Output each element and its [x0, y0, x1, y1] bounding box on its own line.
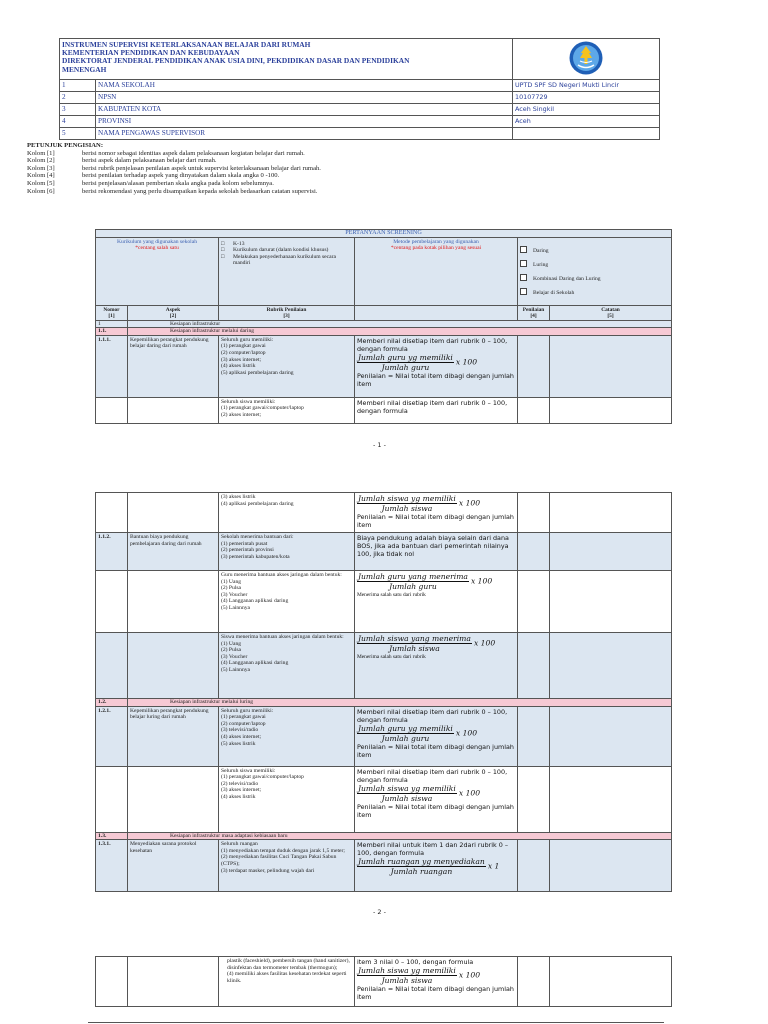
metode-options: Daring Luring Kombinasi Daring dan Luring Belajar di Sekolah [518, 237, 672, 305]
instruction-item: Kolom [1] berisi nomor sebagai identitas aspek dalam pelaksanaan kegiatan belajar dari rumah. [27, 149, 305, 157]
header-row: 2 NPSN 10107729 [60, 92, 660, 104]
page-number: - 2 - [373, 908, 386, 916]
table-row: 1.3.1. Menyediakan sarana protokol kesehatan Seluruh ruangan (1) menyediakan tempat duduk dengan jarak 1,5 meter; (2) menyediakan fasilitas Cuci Tangan Pakai Sabun (CTPS); (3) terdapat masker, pelindung wajah dari Memberi nilai untuk item 1 dan 2dari rubrik 0 – 100, dengan formula $\frac{\text{Jumlah ruangan yg menyediakan}}{\text{Jumlah ruangan}}$ x 1 [96, 840, 672, 892]
instruction-item: Kolom [5] berisi penjelasan/alasan pemberian skala angka pada kolom sebelumnya. [27, 179, 274, 187]
table-row: 1.1.2. Bantuan biaya pendukung pembelajaran daring dari rumah Sekolah menerima bantuan dari: (1) pemerintah pusat (2) pemerintah provinsi (3) pemerintah kabupaten/kota Biaya pendukung adalah biaya selain dari dana BOS, jika ada bantuan dari pemerintah nilainya 100, jika tidak nol [96, 533, 672, 571]
page-3 [0, 950, 768, 1024]
instruction-item: Kolom [4] berisi penilaian terhadap aspek yang dinyatakan dalam skala angka 0 -100. [27, 172, 280, 180]
table-row: 1.2.1. Kepemilikan perangkat pendukung belajar luring dari rumah Seluruh guru memiliki: (1) perangkat gawai (2) computer/laptop (3) televisi/radio (4) akses internet; (5) akses listrik Memberi nilai disetiap item dari rubrik 0 – 100, dengan formula $\frac{\text{Jumlah guru yg memiliki}}{\text{Jumlah guru}}$ x 100 Penilaian = Nilai total item dibagi dengan jumlah item [96, 706, 672, 766]
checkbox-daring[interactable] [520, 246, 527, 253]
header-row: 1 NAMA SEKOLAH UPTD SPF SD Negeri Mukti Lincir [60, 80, 660, 92]
instruction-item: Kolom [2] berisi aspek dalam pelaksanaan belajar dari rumah. [27, 157, 217, 165]
page-2 [0, 480, 768, 920]
page-1 [0, 0, 768, 455]
instructions-title: PETUNJUK PENGISIAN: [27, 142, 104, 149]
kurikulum-question: Kurikulum yang digunakan sekolah *centang salah satu [96, 237, 219, 305]
table-row: Siswa menerima bantuan akses jaringan dalam bentuk: (1) Uang (2) Pulsa (3) Voucher (4) Langganan aplikasi daring (5) Lainnnya $\frac{\text{Jumlah siswa yang menerima}}{\text{Jumlah siswa}}$ x 100 Menerima salah satu dari rubrik [96, 633, 672, 699]
header-row: 5 NAMA PENGAWAS SUPERVISOR [60, 128, 660, 140]
instruction-item: Kolom [3] berisi rubrik penjelasan penilaian aspek untuk supervisi keterlaksanaan belajar dari rumah. [27, 164, 321, 172]
metode-question: Metode pembelajaran yang digunakan *centang pada kotak pilihan yang sesuai [355, 237, 518, 305]
section-row: 1.2. Kesiapan infrastruktur melalui luring [96, 699, 672, 707]
checkbox-sekolah[interactable] [520, 288, 527, 295]
table-row: Seluruh siswa memiliki: (1) perangkat gawai/computer/laptop (2) akses internet; Memberi nilai disetiap item dari rubrik 0 – 100, dengan formula [96, 397, 672, 423]
checkbox-luring[interactable] [520, 260, 527, 267]
instrument-table-p2 [95, 492, 672, 892]
logo-cell [513, 39, 660, 80]
checkbox-kombinasi[interactable] [520, 274, 527, 281]
table-row: Seluruh siswa memiliki: (1) perangkat gawai/computer/laptop (2) televisi/radio (3) akses internet; (4) akses listrik Memberi nilai disetiap item dari rubrik 0 – 100, dengan formula $\frac{\text{Jumlah siswa yg memiliki}}{\text{Jumlah siswa}}$ x 100 Penilaian = Nilai total item dibagi dengan jumlah item [96, 766, 672, 832]
table-row: (3) akses listrik (4) aplikasi pembelajaran daring $\frac{\text{Jumlah siswa yg memiliki}}{\text{Jumlah siswa}}$ x 100 Penilaian = Nilai total item dibagi dengan jumlah item [96, 493, 672, 533]
document-title: INSTRUMEN SUPERVISI KETERLAKSANAAN BELAJAR DARI RUMAH KEMENTERIAN PENDIDIKAN DAN KEBUDAYAAN DIREKTORAT JENDERAL PENDIDIKAN ANAK USIA DINI, PEKDIDIKAN DASAR DAN PENDIDIKAN MENENGAH [60, 39, 513, 80]
table-row: plastik (faceshield), pembersih tangan (hand sanitizer), disinfektan dan termometer tembak (thermogun); (4) memiliki akses fasilitas kesehatan terdekat seperti klinik. item 3 nilai 0 – 100, dengan formula $\frac{\text{Jumlah siswa yg memiliki}}{\text{Jumlah siswa}}$ x 100 Penilaian = Nilai total item dibagi dengan jumlah item [96, 957, 672, 1007]
column-headers: Nomor [1] Aspek [2] Rubrik Penilaian [3] Penilaian [4] Catatan [5] [96, 305, 672, 320]
table-bottom-rule [88, 1022, 664, 1023]
instrument-table-p1 [95, 229, 672, 424]
screening-title: PERTANYAAN SCREENING [96, 230, 672, 238]
section-row: 1 Kesiapan infrastruktur [96, 320, 672, 328]
header-row: 4 PROVINSI Aceh [60, 116, 660, 128]
instruction-item: Kolom [6] berisi rekomendasi yang perlu disampaikan kepada sekolah bedasarkan catatan supervisi. [27, 187, 318, 195]
table-row: 1.1.1. Kepemilikan perangkat pendukung belajar daring dari rumah Seluruh guru memiliki: (1) perangkat gawai (2) computer/laptop (3) akses internet; (4) akses listrik (5) aplikasi pembelajaran daring Memberi nilai disetiap item dari rubrik 0 – 100, dengan formula $\frac{\text{Jumlah guru yg memiliki}}{\text{Jumlah guru}}$ x 100 Penilaian = Nilai total item dibagi dengan jumlah item [96, 335, 672, 397]
instrument-table-p3 [95, 956, 672, 1007]
section-row: 1.1. Kesiapan infrastruktur melalui daring [96, 328, 672, 336]
header-table [59, 38, 660, 140]
instructions [27, 142, 321, 195]
kurikulum-options: □ K-13 □ Kurikulum darurat (dalam kondisi khusus) □ Melakukan penyederhanaan kurikulum secara mandiri [219, 237, 355, 305]
section-row: 1.3. Kesiapan infrastruktur masa adaptasi kebiasaan baru [96, 832, 672, 840]
page-number: - 1 - [373, 441, 386, 449]
header-row: 3 KABUPATEN KOTA Aceh Singkil [60, 104, 660, 116]
tut-wuri-handayani-logo [568, 40, 604, 76]
table-row: Guru menerima bantuan akses jaringan dalam bentuk: (1) Uang (2) Pulsa (3) Voucher (4) Langganan aplikasi daring (5) Lainnnya $\frac{\text{Jumlah guru yang menerima}}{\text{Jumlah guru}}$ x 100 Menerima salah satu dari rubrik [96, 571, 672, 633]
